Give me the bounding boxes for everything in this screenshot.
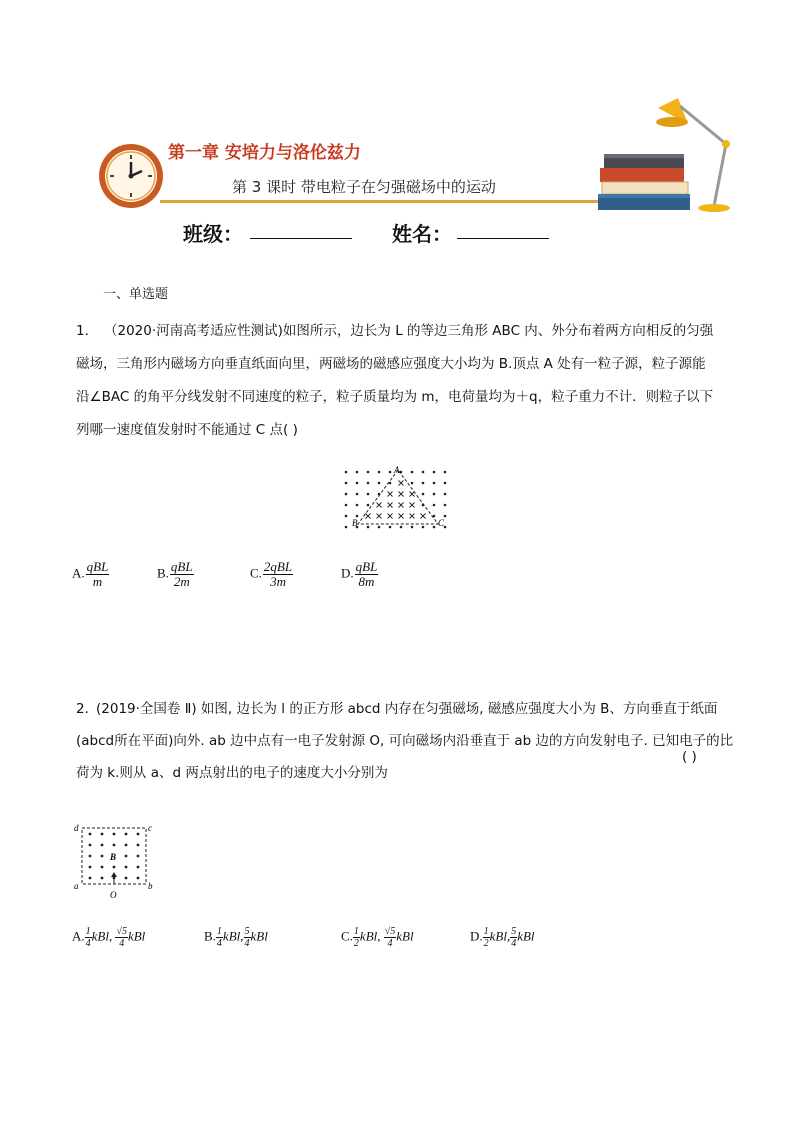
field-out-of-page-mark xyxy=(356,515,359,518)
q1-line1: （2020·河南高考适应性测试)如图所示，边长为 L 的等边三角形 ABC 内、外分布着两方向相反的匀强 xyxy=(104,323,714,339)
field-out-of-page-mark xyxy=(345,504,348,507)
field-out-of-page-mark xyxy=(433,482,436,485)
field-into-page-mark xyxy=(421,514,426,519)
field-into-page-mark xyxy=(410,514,415,519)
field-out-of-page-mark xyxy=(433,526,436,529)
q1-option-a[interactable]: A. $\frac{\text{qBL}}{m}$ xyxy=(72,559,109,589)
q2-answer-bracket: ( ) xyxy=(682,749,697,765)
field-out-of-page-mark xyxy=(101,833,104,836)
field-into-page-mark xyxy=(410,503,415,508)
q2-line3: 荷为 k.则从 a、d 两点射出的电子的速度大小分别为 xyxy=(76,765,388,781)
field-out-of-page-mark xyxy=(101,866,104,869)
field-out-of-page-mark xyxy=(444,471,447,474)
books-and-lamp-icon xyxy=(596,96,736,216)
field-out-of-page-mark xyxy=(137,877,140,880)
field-out-of-page-mark xyxy=(367,526,370,529)
name-blank[interactable] xyxy=(457,238,549,239)
lesson-title: 第 3 课时 带电粒子在匀强磁场中的运动 xyxy=(232,178,496,196)
field-out-of-page-mark xyxy=(444,482,447,485)
q2-label-b: b xyxy=(148,881,153,891)
field-out-of-page-mark xyxy=(113,844,116,847)
field-out-of-page-mark xyxy=(89,866,92,869)
field-into-page-mark xyxy=(399,514,404,519)
field-into-page-mark xyxy=(399,503,404,508)
field-out-of-page-mark xyxy=(422,526,425,529)
q1-line4: 列哪一速度值发射时不能通过 C 点( ) xyxy=(76,422,298,438)
field-into-page-mark xyxy=(377,514,382,519)
field-out-of-page-mark xyxy=(113,866,116,869)
field-out-of-page-mark xyxy=(89,877,92,880)
q2-option-c[interactable]: C. $\frac{1}{2}$ kBl, $\frac{√5}{4}$ kBl xyxy=(341,926,414,949)
q2-number: 2． xyxy=(76,701,99,717)
field-out-of-page-mark xyxy=(137,833,140,836)
field-out-of-page-mark xyxy=(433,493,436,496)
field-out-of-page-mark xyxy=(101,855,104,858)
q1-label-a: A xyxy=(394,465,400,475)
field-out-of-page-mark xyxy=(411,526,414,529)
field-out-of-page-mark xyxy=(356,504,359,507)
field-out-of-page-mark xyxy=(113,833,116,836)
field-out-of-page-mark xyxy=(433,471,436,474)
field-out-of-page-mark xyxy=(444,526,447,529)
field-out-of-page-mark xyxy=(345,482,348,485)
q1-label-c: C xyxy=(438,518,445,528)
field-out-of-page-mark xyxy=(411,471,414,474)
q2-line1: (2019·全国卷 Ⅱ) 如图, 边长为 l 的正方形 abcd 内存在匀强磁场, 磁感应强度大小为 B、方向垂直于纸面 xyxy=(96,701,718,717)
q2-label-d: d xyxy=(74,823,79,833)
field-into-page-mark xyxy=(399,481,404,486)
field-out-of-page-mark xyxy=(422,493,425,496)
field-out-of-page-mark xyxy=(89,833,92,836)
q2-line2: (abcd所在平面)向外. ab 边中点有一电子发射源 O, 可向磁场内沿垂直于 ab 边的方向发射电子. 已知电子的比 xyxy=(76,733,734,749)
field-out-of-page-mark xyxy=(378,471,381,474)
class-label: 班级： xyxy=(183,222,243,246)
q2-label-c: c xyxy=(148,823,152,833)
field-out-of-page-mark xyxy=(389,471,392,474)
field-out-of-page-mark xyxy=(137,866,140,869)
section-heading: 一、单选题 xyxy=(103,287,169,302)
field-out-of-page-mark xyxy=(444,493,447,496)
q2-label-field: B xyxy=(110,852,117,862)
chapter-title: 第一章 安培力与洛伦兹力 xyxy=(168,143,361,163)
field-out-of-page-mark xyxy=(356,471,359,474)
field-into-page-mark xyxy=(388,492,393,497)
field-into-page-mark xyxy=(399,492,404,497)
field-into-page-mark xyxy=(410,492,415,497)
field-out-of-page-mark xyxy=(345,515,348,518)
field-out-of-page-mark xyxy=(367,471,370,474)
field-out-of-page-mark xyxy=(356,493,359,496)
q1-label-b: B xyxy=(352,518,358,528)
field-out-of-page-mark xyxy=(356,482,359,485)
q2-label-a: a xyxy=(74,881,79,891)
q1-line3: 沿∠BAC 的角平分线发射不同速度的粒子，粒子质量均为 m，电荷量均为＋q，粒子重力不计．则粒子以下 xyxy=(76,389,714,405)
field-out-of-page-mark xyxy=(89,855,92,858)
field-out-of-page-mark xyxy=(137,855,140,858)
q2-option-d[interactable]: D. $\frac{1}{2}$ kBl, $\frac{5}{4}$ kBl xyxy=(470,926,535,949)
q1-triangle-figure xyxy=(338,464,450,536)
field-out-of-page-mark xyxy=(125,855,128,858)
field-out-of-page-mark xyxy=(378,482,381,485)
field-out-of-page-mark xyxy=(422,471,425,474)
q1-option-b[interactable]: B. $\frac{\text{qBL}}{2m}$ xyxy=(157,559,193,589)
field-out-of-page-mark xyxy=(125,877,128,880)
field-out-of-page-mark xyxy=(444,504,447,507)
q1-number: 1． xyxy=(76,323,99,339)
q2-option-a[interactable]: A. $\frac{1}{4}$ kBl, $\frac{√5}{4}$ kBl xyxy=(72,926,146,949)
field-out-of-page-mark xyxy=(367,504,370,507)
field-out-of-page-mark xyxy=(378,526,381,529)
field-out-of-page-mark xyxy=(137,844,140,847)
field-out-of-page-mark xyxy=(125,833,128,836)
field-out-of-page-mark xyxy=(367,482,370,485)
field-out-of-page-mark xyxy=(89,844,92,847)
field-into-page-mark xyxy=(377,503,382,508)
field-into-page-mark xyxy=(388,514,393,519)
q1-option-c[interactable]: C. $\frac{\text{2qBL}}{3m}$ xyxy=(250,559,293,589)
field-into-page-mark xyxy=(388,503,393,508)
field-out-of-page-mark xyxy=(345,471,348,474)
field-out-of-page-mark xyxy=(125,866,128,869)
field-out-of-page-mark xyxy=(367,493,370,496)
q2-label-source: O xyxy=(110,890,117,900)
field-out-of-page-mark xyxy=(101,877,104,880)
q2-square-figure xyxy=(70,820,160,902)
field-out-of-page-mark xyxy=(389,526,392,529)
field-out-of-page-mark xyxy=(444,515,447,518)
q2-option-b[interactable]: B. $\frac{1}{4}$ kBl, $\frac{5}{4}$ kBl xyxy=(204,926,268,949)
name-label: 姓名： xyxy=(392,222,452,246)
field-out-of-page-mark xyxy=(433,504,436,507)
field-out-of-page-mark xyxy=(101,844,104,847)
field-out-of-page-mark xyxy=(345,493,348,496)
field-out-of-page-mark xyxy=(411,482,414,485)
q1-line2: 磁场，三角形内磁场方向垂直纸面向里，两磁场的磁感应强度大小均为 B.顶点 A 处有一粒子源，粒子源能 xyxy=(76,356,706,372)
field-out-of-page-mark xyxy=(345,526,348,529)
banner-divider xyxy=(160,200,610,203)
class-blank[interactable] xyxy=(250,238,352,239)
q1-option-d[interactable]: D. $\frac{\text{qBL}}{8m}$ xyxy=(341,559,378,589)
field-out-of-page-mark xyxy=(400,526,403,529)
field-into-page-mark xyxy=(366,514,371,519)
field-out-of-page-mark xyxy=(125,844,128,847)
clock-icon xyxy=(96,140,168,212)
field-out-of-page-mark xyxy=(422,482,425,485)
